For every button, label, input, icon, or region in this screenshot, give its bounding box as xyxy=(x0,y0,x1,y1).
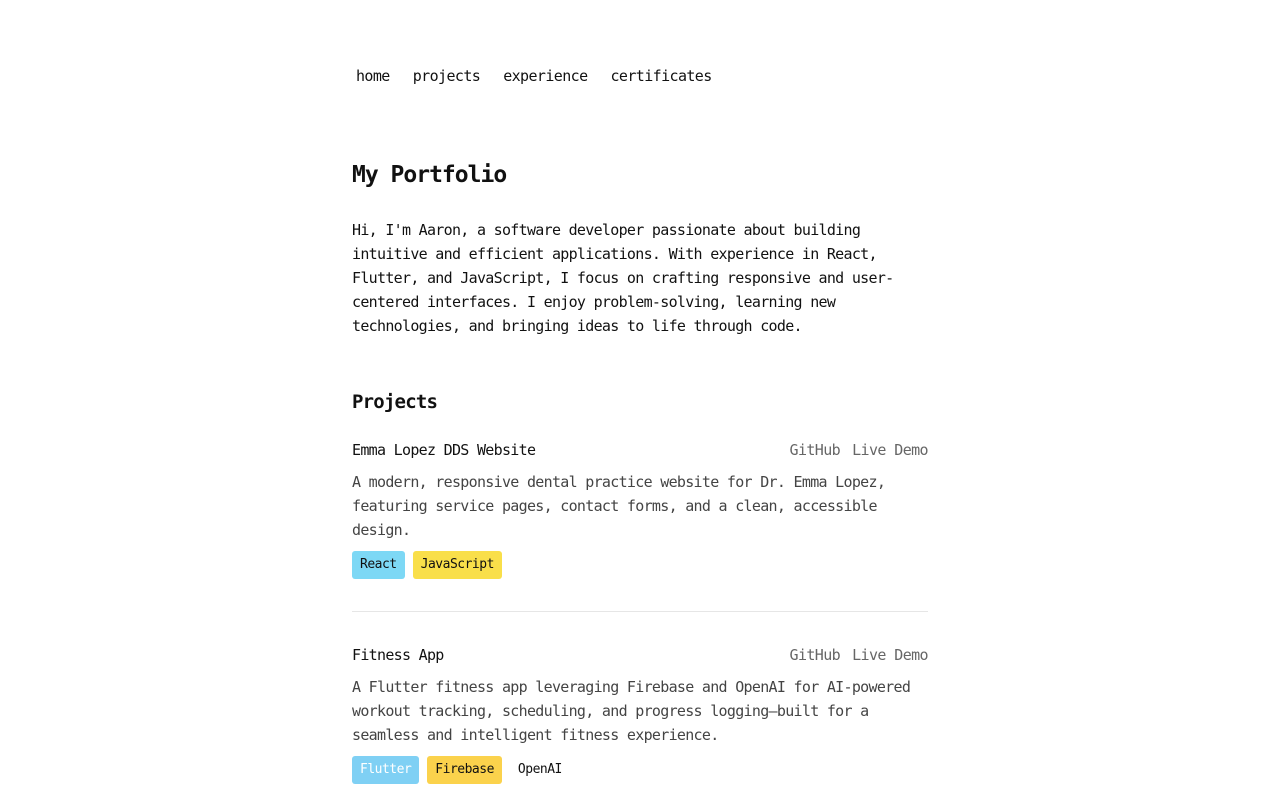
nav-home-link[interactable]: home xyxy=(356,67,390,85)
project-header xyxy=(352,643,928,667)
project-tags xyxy=(352,756,928,784)
project-card xyxy=(352,438,928,612)
portfolio-page xyxy=(352,0,928,800)
tag-flutter: Flutter xyxy=(352,756,419,784)
nav-experience-link[interactable]: experience xyxy=(503,67,588,85)
project-title: Emma Lopez DDS Website xyxy=(352,441,536,459)
live-demo-link[interactable]: Live Demo xyxy=(852,441,928,459)
project-tags xyxy=(352,551,928,579)
project-header xyxy=(352,438,928,462)
tag-openai: OpenAI xyxy=(510,756,570,784)
tag-javascript: JavaScript xyxy=(413,551,502,579)
tag-firebase: Firebase xyxy=(427,756,502,784)
tag-react: React xyxy=(352,551,405,579)
intro-paragraph: Hi, I'm Aaron, a software developer passionate about building intuitive and efficient applications. With experience in React, Flutter, and JavaScript, I focus on crafting responsive and user-centered interfaces. I enjoy problem-solving, learning new technologies, and bringing ideas to life through code. xyxy=(352,221,894,335)
project-description: A Flutter fitness app leveraging Firebase and OpenAI for AI-powered workout tracking, scheduling, and progress logging—built for a seamless and intelligent fitness experience. xyxy=(352,678,911,744)
project-links xyxy=(790,646,928,664)
github-link[interactable]: GitHub xyxy=(789,646,841,664)
nav-certificates-link[interactable]: certificates xyxy=(610,67,712,85)
nav-projects-link[interactable]: projects xyxy=(412,67,481,85)
project-card xyxy=(352,643,928,800)
projects-heading: Projects xyxy=(352,391,438,413)
top-nav xyxy=(352,64,928,88)
project-description: A modern, responsive dental practice website for Dr. Emma Lopez, featuring service pages, contact forms, and a clean, accessible design. xyxy=(352,473,886,539)
project-title: Fitness App xyxy=(352,646,444,664)
github-link[interactable]: GitHub xyxy=(789,441,841,459)
project-links xyxy=(790,441,928,459)
live-demo-link[interactable]: Live Demo xyxy=(852,646,928,664)
page-title: My Portfolio xyxy=(352,162,507,188)
